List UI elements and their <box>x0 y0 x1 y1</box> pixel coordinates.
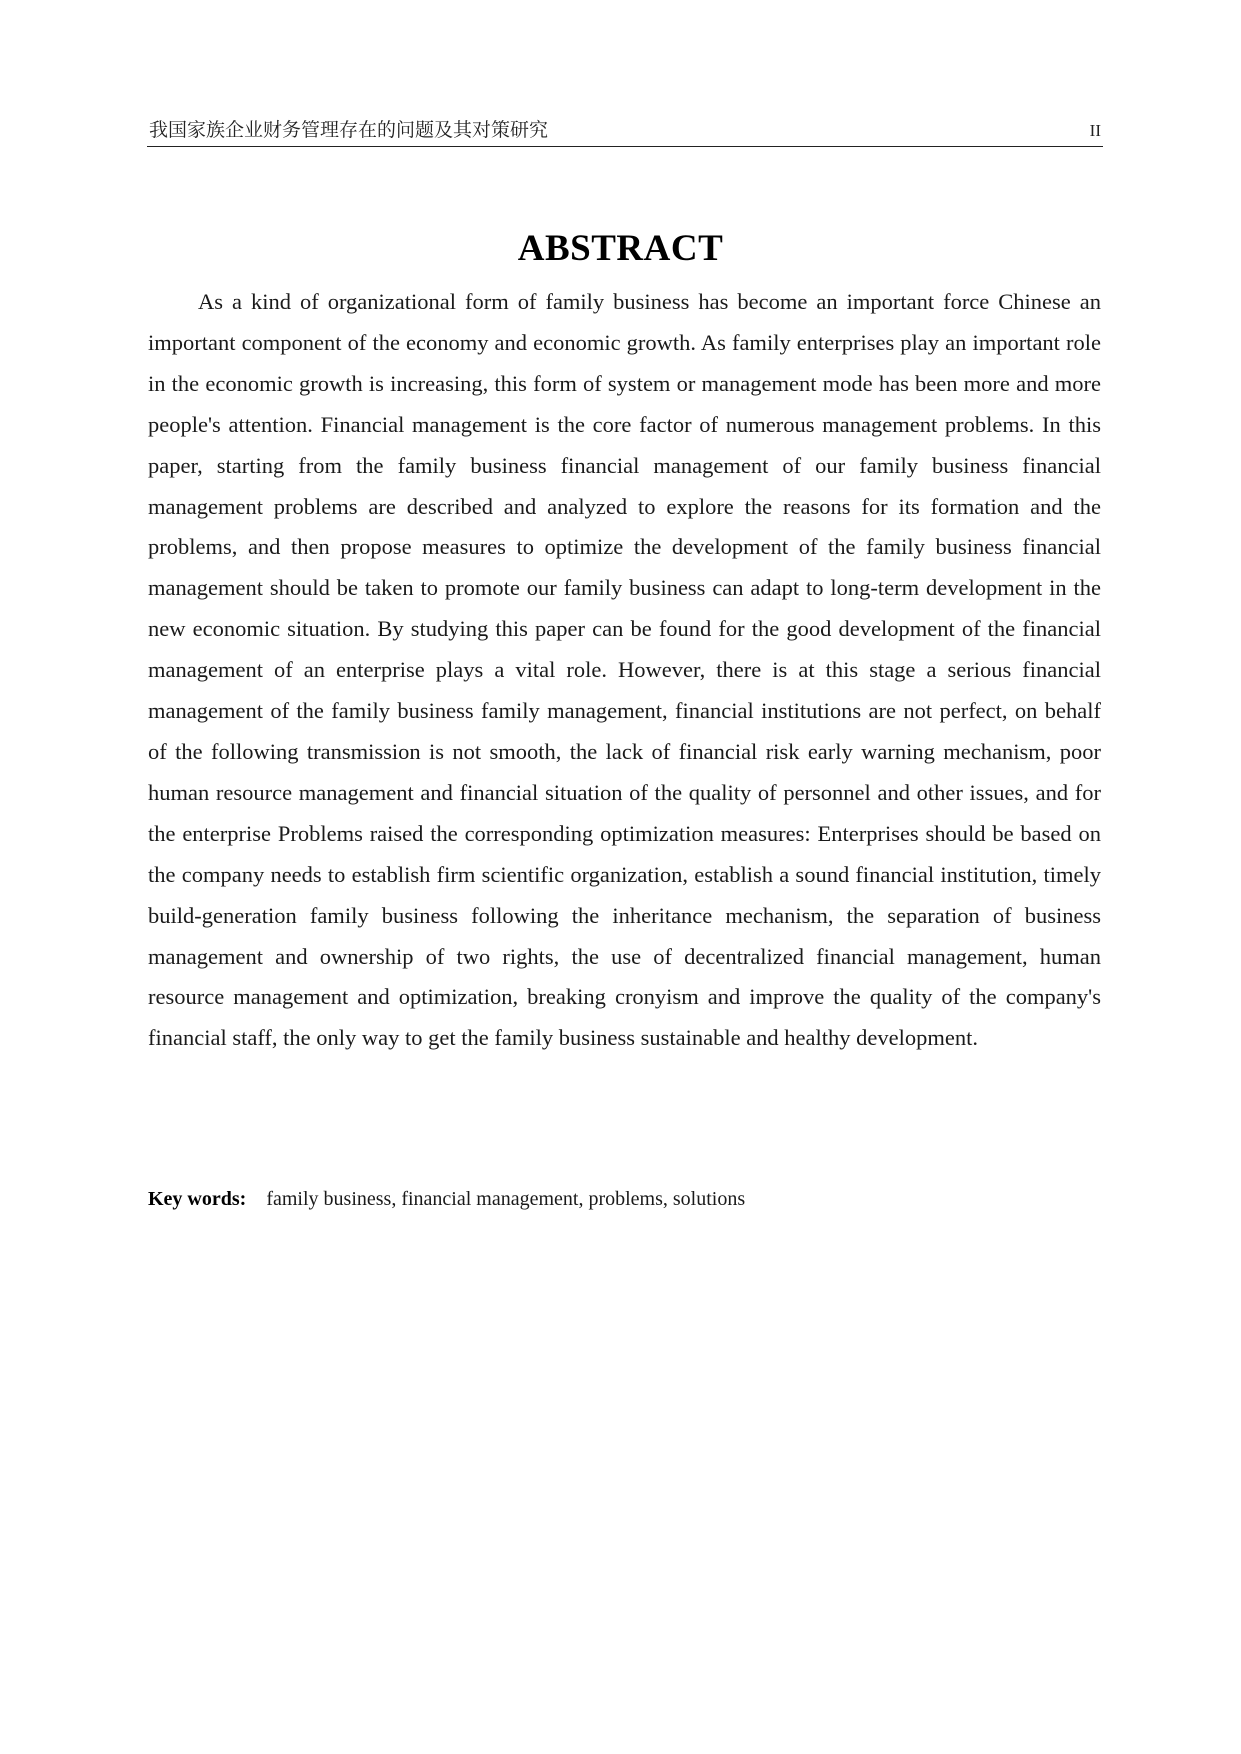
header-title: 我国家族企业财务管理存在的问题及其对策研究 <box>149 119 549 141</box>
keywords-label: Key words: <box>148 1188 247 1210</box>
running-header <box>147 118 1103 147</box>
page-number: II <box>1089 121 1101 140</box>
keywords-line <box>148 1184 1101 1214</box>
abstract-body: As a kind of organizational form of family business has become an important force Chinese an important component of the economy and economic growth. As family enterprises play an important role in the economic growth is increasing, this form of system or management mode has been more and more people's attention. Financial management is the core factor of numerous management problems. In this paper, starting from the family business financial management of our family business financial management problems are described and analyzed to explore the reasons for its formation and the problems, and then propose measures to optimize the development of the family business financial management should be taken to promote our family business can adapt to long-term development in the new economic situation. By studying this paper can be found for the good development of the financial management of an enterprise plays a vital role. However, there is at this stage a serious financial management of the family business family management, financial institutions are not perfect, on behalf of the following transmission is not smooth, the lack of financial risk early warning mechanism, poor human resource management and financial situation of the quality of personnel and other issues, and for the enterprise Problems raised the corresponding optimization measures: Enterprises should be based on the company needs to establish firm scientific organization, establish a sound financial institution, timely build-generation family business following the inheritance mechanism, the separation of business management and ownership of two rights, the use of decentralized financial management, human resource management and optimization, breaking cronyism and improve the quality of the company's financial staff, the only way to get the family business sustainable and healthy development. <box>148 289 1101 1051</box>
abstract-heading: ABSTRACT <box>517 228 724 269</box>
keywords-value: family business, financial management, problems, solutions <box>266 1188 746 1210</box>
